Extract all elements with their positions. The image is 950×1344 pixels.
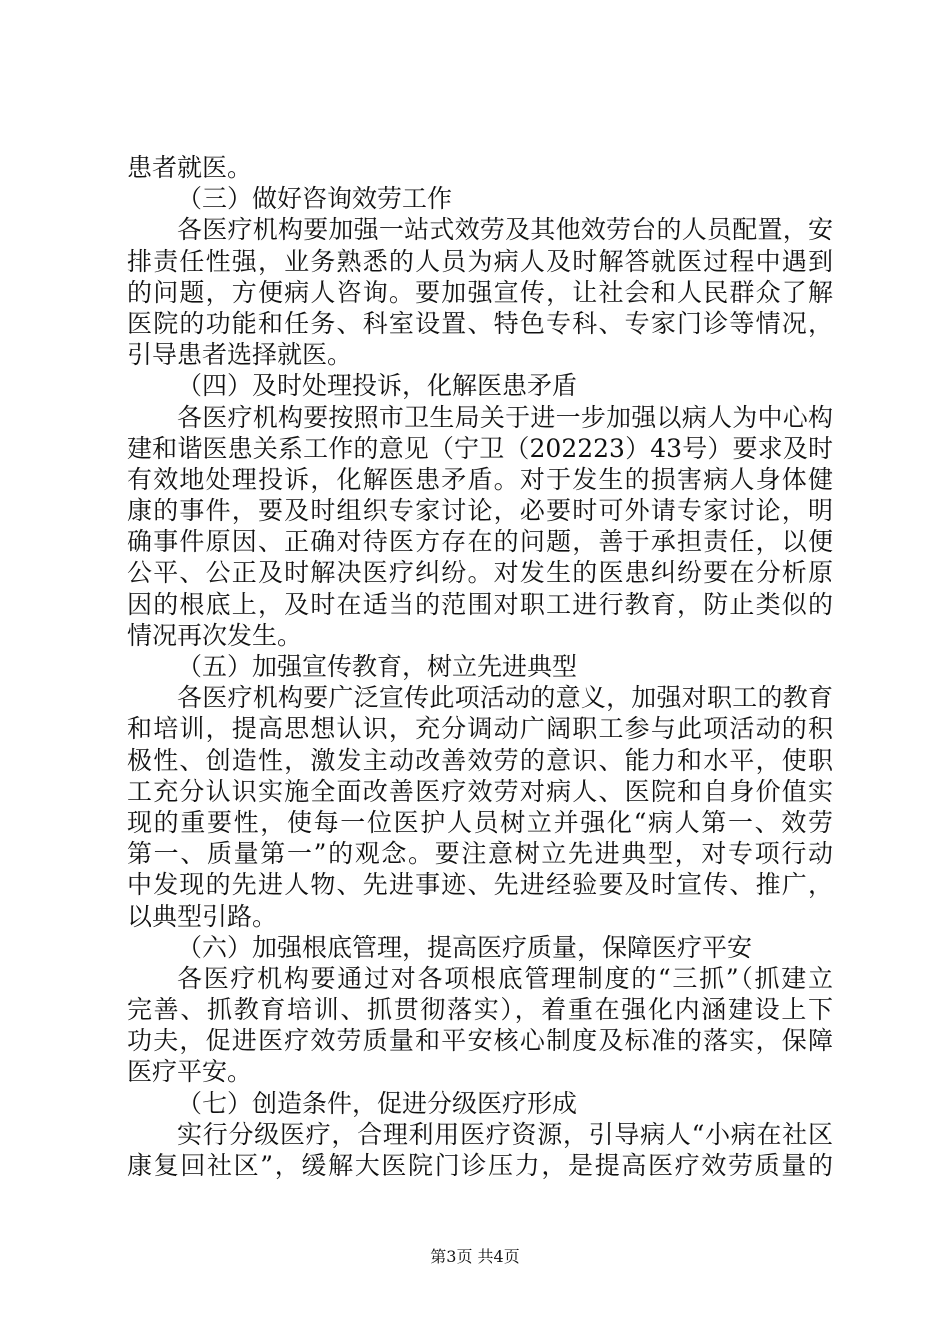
section-heading: （六）加强根底管理，提高医疗质量，保障医疗平安 bbox=[177, 932, 753, 962]
text-line: 建和谐医患关系工作的意见（宁卫（202223）43号）要求及时 bbox=[127, 433, 833, 463]
text-line: 有效地处理投诉，化解医患矛盾。对于发生的损害病人身体健 bbox=[127, 464, 833, 494]
text-line: 康复回社区”，缓解大医院门诊压力，是提高医疗效劳质量的 bbox=[127, 1151, 833, 1180]
text-line: 各医疗机构要通过对各项根底管理制度的“三抓”（抓建立 bbox=[177, 963, 833, 993]
text-line: 医院的功能和任务、科室设置、特色专科、专家门诊等情况， bbox=[127, 308, 833, 338]
section-heading: （五）加强宣传教育，树立先进典型 bbox=[177, 652, 578, 681]
section-heading: （四）及时处理投诉，化解医患矛盾 bbox=[177, 371, 578, 401]
text-line: 现的重要性，使每一位医护人员树立并强化“病人第一、效劳 bbox=[127, 807, 833, 837]
text-line: 医疗平安。 bbox=[127, 1057, 253, 1087]
text-line: 康的事件，要及时组织专家讨论，必要时可外请专家讨论，明 bbox=[127, 496, 833, 526]
text-line: 各医疗机构要广泛宣传此项活动的意义，加强对职工的教育 bbox=[177, 683, 833, 713]
page-footer: 第3页 共4页 bbox=[430, 1247, 520, 1266]
text-line: 第一、质量第一”的观念。要注意树立先进典型，对专项行动 bbox=[127, 839, 833, 869]
section-heading: （七）创造条件，促进分级医疗形成 bbox=[177, 1088, 578, 1118]
text-line: 和培训，提高思想认识，充分调动广阔职工参与此项活动的积 bbox=[127, 714, 833, 744]
text-line: 的问题，方便病人咨询。要加强宣传，让社会和人民群众了解 bbox=[127, 277, 833, 307]
text-line: 确事件原因、正确对待医方存在的问题，善于承担责任，以便 bbox=[127, 527, 833, 557]
text-line: 各医疗机构要加强一站式效劳及其他效劳台的人员配置，安 bbox=[177, 215, 833, 245]
document-body bbox=[127, 152, 833, 1181]
text-line: 情况再次发生。 bbox=[127, 620, 303, 650]
text-line: 极性、创造性，激发主动改善效劳的意识、能力和水平，使职 bbox=[127, 745, 833, 775]
text-line: 完善、抓教育培训、抓贯彻落实），着重在强化内涵建设上下 bbox=[127, 995, 833, 1025]
text-line: 工充分认识实施全面改善医疗效劳对病人、医院和自身价值实 bbox=[127, 776, 833, 806]
text-line: 各医疗机构要按照市卫生局关于进一步加强以病人为中心构 bbox=[177, 402, 833, 432]
text-line: 功夫，促进医疗效劳质量和平安核心制度及标准的落实，保障 bbox=[127, 1026, 833, 1056]
text-line: 患者就医。 bbox=[127, 153, 253, 182]
text-line: 排责任性强，业务熟悉的人员为病人及时解答就医过程中遇到 bbox=[127, 246, 833, 276]
text-line: 实行分级医疗，合理利用医疗资源，引导病人“小病在社区 bbox=[177, 1119, 833, 1149]
text-line: 公平、公正及时解决医疗纠纷。对发生的医患纠纷要在分析原 bbox=[127, 558, 833, 588]
text-line: 引导患者选择就医。 bbox=[127, 340, 353, 370]
section-heading: （三）做好咨询效劳工作 bbox=[177, 184, 453, 214]
text-line: 因的根底上，及时在适当的范围对职工进行教育，防止类似的 bbox=[127, 589, 833, 619]
text-line: 中发现的先进人物、先进事迹、先进经验要及时宣传、推广， bbox=[127, 870, 833, 900]
text-line: 以典型引路。 bbox=[127, 901, 278, 931]
